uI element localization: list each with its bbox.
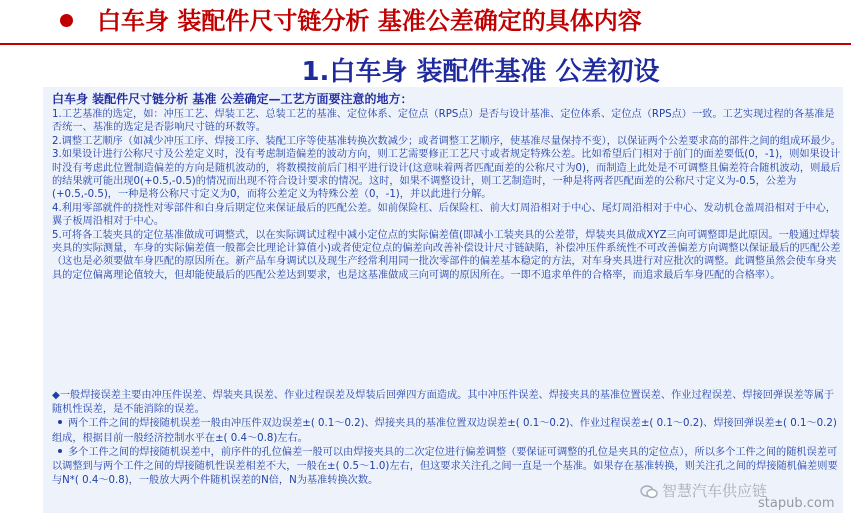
notes-lead: ◆一般焊接误差主要由冲压件误差、焊装夹具误差、作业过程误差及焊装后回弹四方面造成。其中冲压件误差、焊接夹具的基准位置误差、作业过程误差、焊接回弹误差等属于随机性误差，是不能消除的误差。 [52,390,835,416]
section-heading: 白车身 装配件尺寸链分析 基准 公差确定—工艺方面要注意的地方： [52,92,413,106]
title-bullet-icon [60,14,73,27]
process-point-5: 5.可将各工装夹具的定位基准做成可调整式，以在实际调试过程中减小定位点的实际偏差值(即减小工装夹具的公差带，焊装夹具做成XYZ三向可调整即是此原因。一般通过焊装夹具的实际测量，车身的实际偏差值一般都会比理论计算值小)或者使定位点的偏差向改善补偿设计尺寸链缺陷，补偿冲压件系统性不可改善偏差方向调整以保证最后的匹配公差（这也是必须要做车身匹配的原因所在。新产品车身调试以及现生产经常利用同一批次零部件的偏差基本稳定的方法，对车身夹具进行对应批次的调整。此调整虽然会使车身夹具的定位偏离理论值较大，但却能使最后的匹配公差达到要求，也是这基准做成三向可调的原因所在。一即不追求单件的合格率，而追求最后车身匹配的合格率）。 [52,229,841,281]
process-point-2: 2.调整工艺顺序（如减少冲压工序、焊接工序、装配工序等使基准转换次数减少；或者调整工艺顺序，使基准尽量保持不变），以保证两个公差要求高的部件之间的组成环最少。 [52,135,842,147]
process-point-3: 3.如果设计进行公称尺寸及公差定义时，没有考虑制造偏差的波动方向，则工艺需要修正工艺尺寸或者规定特殊公差。比如希望后门相对于前门的面差要低(0，-1)，则如果设计时没有考虑此位置制造偏差的方向是随机波动的，将数模按前后门相平进行设计(这意味着两者匹配面差的公称尺寸为0)，而制造上此处是不可调整且偏差符合随机波动，则最后的结果就可能出现0(+0.5,-0.5)的情况而出现不符合设计要求的情况。这时，如果不调整设计，则工艺制造时，一种是将两者匹配面差的公称尺寸定义为-0.5，公差为(+0.5,-0.5)，一种是将公称尺寸定义为0，而将公差定义为特殊公差（0，-1)，并以此进行分解。 [52,149,841,201]
watermark-brand [640,480,767,501]
bullet-dot-icon [58,420,62,424]
watermark-url: stapub.com [758,496,835,511]
process-points [52,108,842,282]
slide-title: 白车身 装配件尺寸链分析 基准公差确定的具体内容 [97,7,642,35]
section-subtitle: 1.白车身 装配件基准 公差初设 [301,57,660,87]
header-divider [0,43,851,45]
error-notes [52,389,842,488]
watermark-text: 智慧汽车供应链 [662,482,768,500]
notes-item-1 [52,417,842,445]
slide-header [0,0,851,46]
notes-item-1-text: 两个工件之间的焊接随机误差一般由冲压件双边误差±( 0.1～0.2)、焊接夹具的基准位置双边误差±( 0.1～0.2)、作业过程误差±( 0.1～0.2)、焊接回弹误差±( 0.1～0.2)组成，根据目前一般经济控制水平在±( 0.4～0.8)左右。 [52,418,837,444]
wechat-logo-icon [640,485,658,499]
bullet-dot-icon [58,449,62,453]
process-point-4: 4.利用零部就件的挠性对零部件和白身后期定位来保证最后的匹配公差。如前保险杠、后保险杠、前大灯周沿相对于中心、尾灯周沿相对于中心、发动机仓盖周沿相对于中心，翼子板周沿相对于中心。 [52,202,836,228]
process-point-1: 1.工艺基准的选定，如：冲压工艺、焊装工艺、总装工艺的基准、定位体系、定位点（RPS点）是否与设计基准、定位体系、定位点（RPS点）一致。工艺实现过程的各基准是否统一、基准的选定是否影响尺寸链的环数等。 [52,109,835,134]
notes-item-2-text: 多个工件之间的焊接随机误差中，前序件的孔位偏差一般可以由焊接夹具的二次定位进行偏差调整（要保证可调整的孔位是夹具的定位点），所以多个工件之间的随机误差可以调整到与两个工件之间的焊接随机性误差相差不大，一般在±( 0.5～1.0)左右，但这要求关注孔之间一直是一个基准。如果存在基准转换，则关注孔之间的焊接随机偏差则要与N*( 0.4～0.8)，一般放大两个件随机误差的N倍，N为基准转换次数。 [52,446,838,487]
